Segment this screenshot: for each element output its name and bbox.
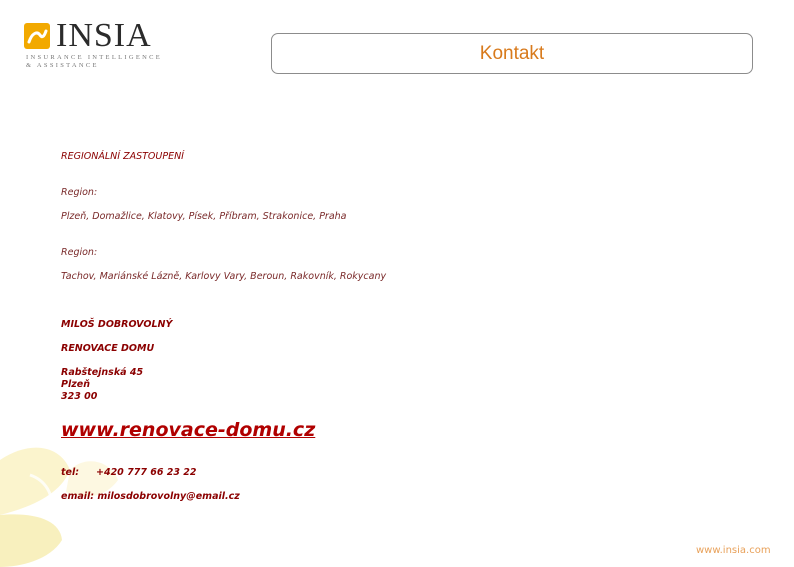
section-heading: REGIONÁLNÍ ZASTOUPENÍ xyxy=(61,151,184,162)
logo-wordmark: INSIA xyxy=(56,17,152,54)
insia-logo[interactable] xyxy=(22,17,182,70)
logo-tagline xyxy=(26,54,186,70)
region-cities-2: Tachov, Mariánské Lázně, Karlovy Vary, Beroun, Rakovník, Rokycany xyxy=(61,271,387,282)
address-block xyxy=(61,367,143,403)
page-title-box xyxy=(271,33,753,74)
region-label-2: Region: xyxy=(61,247,98,258)
website-link[interactable]: www.renovace-domu.cz xyxy=(61,419,316,441)
address-street: Rabštejnská 45 xyxy=(61,367,144,378)
logo-tagline-line-2: & ASSISTANCE xyxy=(26,62,99,69)
address-zip: 323 00 xyxy=(61,391,98,402)
contact-name: MILOŠ DOBROVOLNÝ xyxy=(61,319,173,330)
phone-line xyxy=(61,467,261,478)
insia-logo-mark-icon xyxy=(24,23,50,49)
phone-number[interactable]: +420 777 66 23 22 xyxy=(96,467,197,478)
footer-url[interactable]: www.insia.com xyxy=(696,545,771,556)
region-label-1: Region: xyxy=(61,187,98,198)
logo-tagline-line-1: INSURANCE INTELLIGENCE xyxy=(26,54,162,61)
region-cities-1: Plzeň, Domažlice, Klatovy, Písek, Příbram, Strakonice, Praha xyxy=(61,211,347,222)
phone-label: tel: xyxy=(61,467,80,478)
page-title: Kontakt xyxy=(479,42,545,64)
address-city: Plzeň xyxy=(61,379,90,390)
company-name: RENOVACE DOMU xyxy=(61,343,155,354)
email-line[interactable]: email: milosdobrovolny@email.cz xyxy=(61,491,240,502)
